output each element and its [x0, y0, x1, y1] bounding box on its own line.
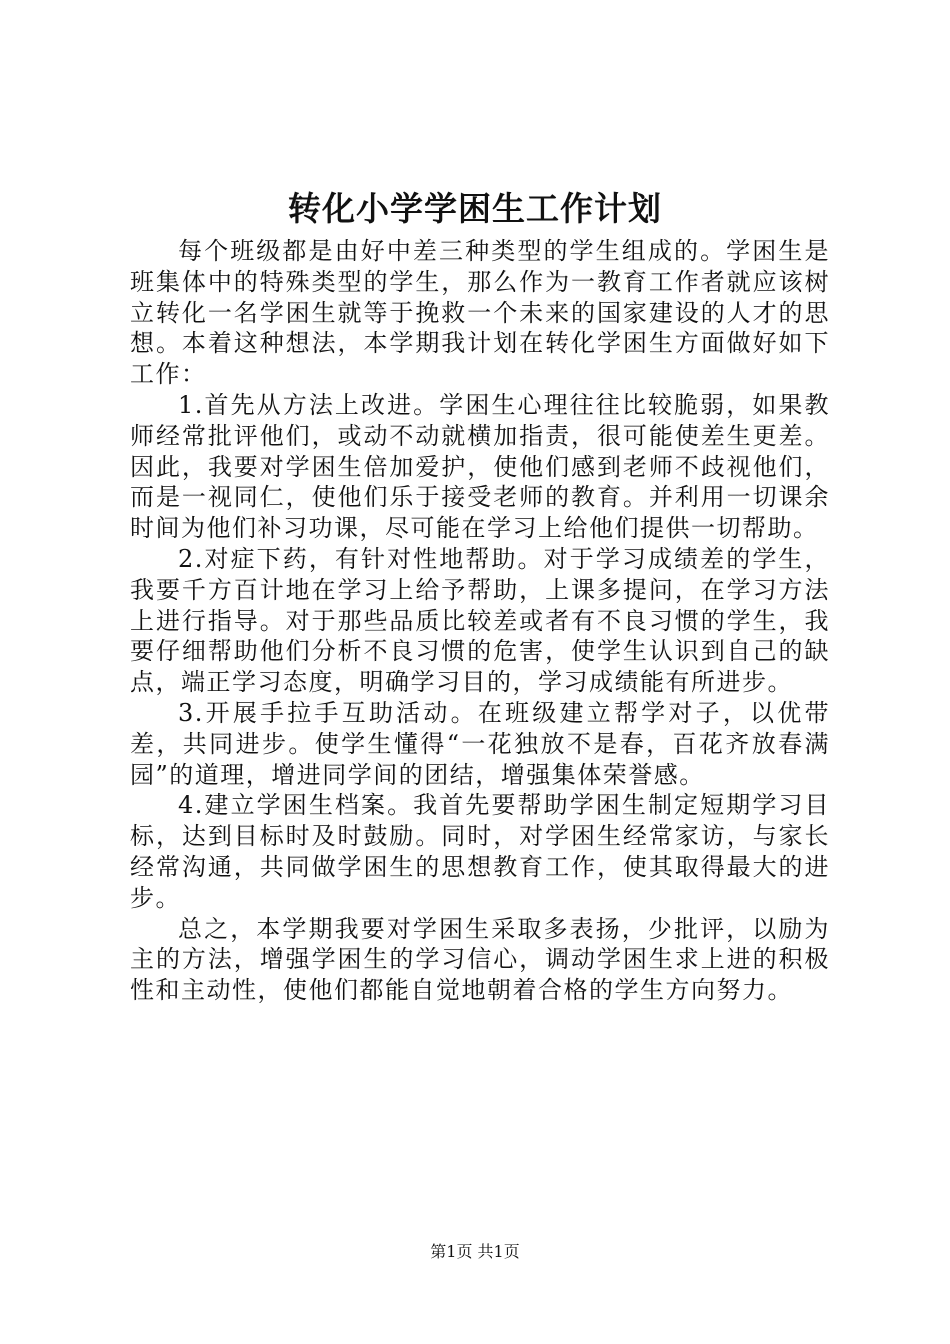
document-body	[130, 236, 830, 1006]
paragraph-summary: 总之，本学期我要对学困生采取多表扬，少批评，以励为主的方法，增强学困生的学习信心，调动学困生求上进的积极性和主动性，使他们都能自觉地朝着合格的学生方向努力。	[130, 914, 830, 1005]
paragraph-item-3: 3.开展手拉手互助活动。在班级建立帮学对子，以优带差，共同进步。使学生懂得“一花独放不是春，百花齐放春满园”的道理，增进同学间的团结，增强集体荣誉感。	[130, 698, 830, 789]
paragraph-intro: 每个班级都是由好中差三种类型的学生组成的。学困生是班集体中的特殊类型的学生，那么作为一教育工作者就应该树立转化一名学困生就等于挽救一个未来的国家建设的人才的思想。本着这种想法，本学期我计划在转化学困生方面做好如下工作：	[130, 237, 830, 389]
document-title: 转化小学学困生工作计划	[288, 189, 662, 228]
paragraph-item-4: 4.建立学困生档案。我首先要帮助学困生制定短期学习目标，达到目标时及时鼓励。同时，对学困生经常家访，与家长经常沟通，共同做学困生的思想教育工作，使其取得最大的进步。	[130, 791, 830, 912]
paragraph-item-1: 1.首先从方法上改进。学困生心理往往比较脆弱，如果教师经常批评他们，或动不动就横加指责，很可能使差生更差。因此，我要对学困生倍加爱护，使他们感到老师不歧视他们，而是一视同仁，使他们乐于接受老师的教育。并利用一切课余时间为他们补习功课，尽可能在学习上给他们提供一切帮助。	[130, 390, 830, 543]
paragraph-item-2: 2.对症下药，有针对性地帮助。对于学习成绩差的学生，我要千方百计地在学习上给予帮助，上课多提问，在学习方法上进行指导。对于那些品质比较差或者有不良习惯的学生，我要仔细帮助他们分析不良习惯的危害，使学生认识到自己的缺点，端正学习态度，明确学习目的，学习成绩能有所进步。	[130, 544, 830, 697]
page-footer: 第1页 共1页	[430, 1242, 520, 1261]
